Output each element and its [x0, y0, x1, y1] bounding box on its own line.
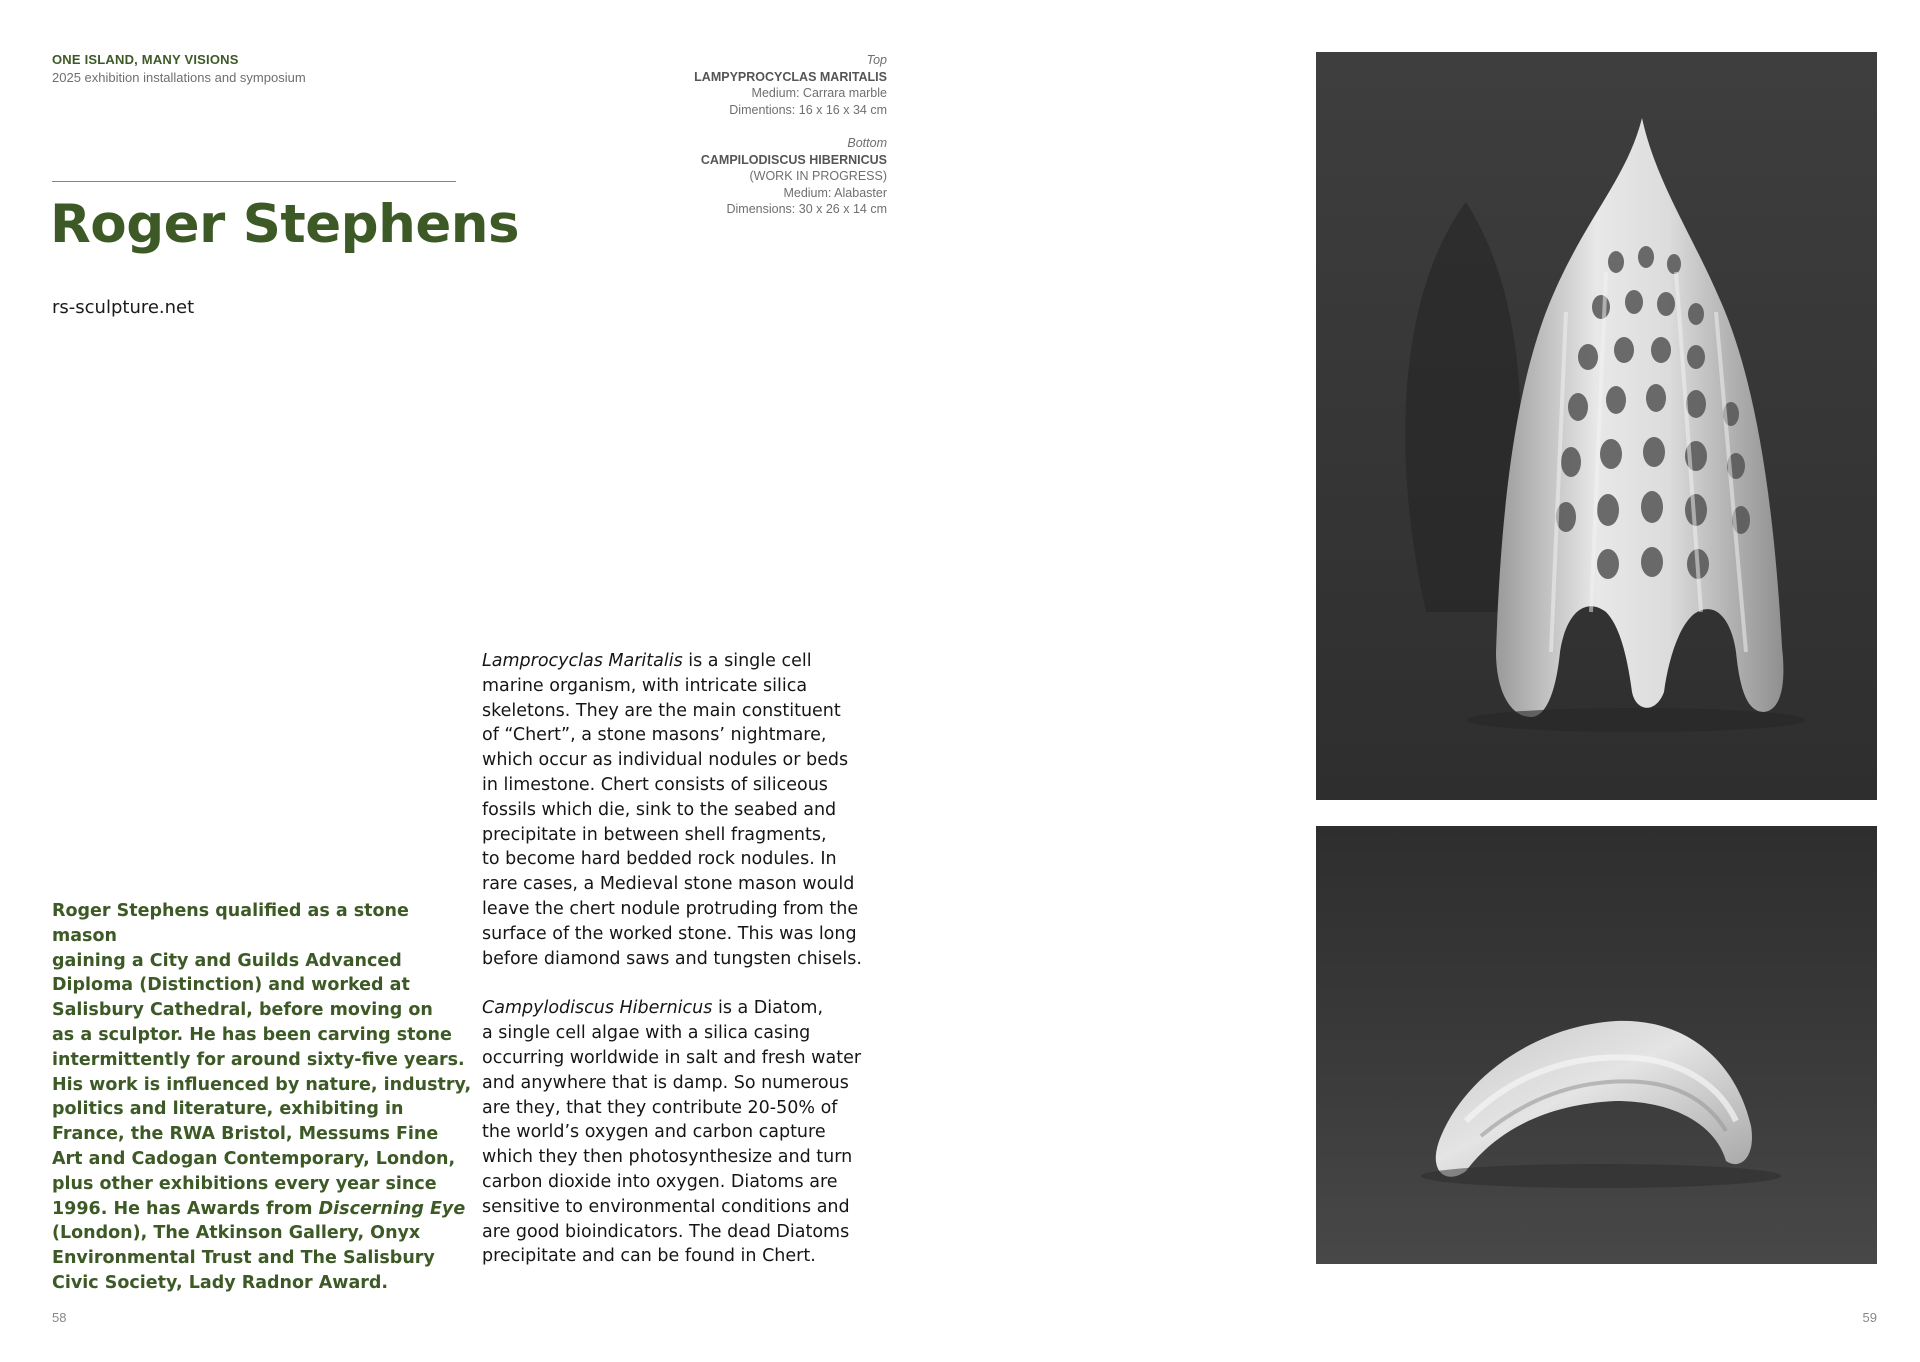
artist-biography: [52, 899, 472, 1296]
alabaster-sculpture-image: [1316, 826, 1877, 1264]
caption-bottom-title: CAMPILODISCUS HIBERNICUS: [700, 152, 887, 167]
series-title: ONE ISLAND, MANY VISIONS: [52, 52, 239, 67]
sculpture-photo-top: [1316, 52, 1877, 800]
divider-rule: [52, 181, 456, 182]
paragraph-2-text: is a Diatom, a single cell algae with a silica casing occurring worldwide in salt and fresh water and anywhere that is damp. So numerous are they, that they contribute 20-50% of the world’s oxygen and carbon capture which they then photosynthesize and turn carbon dioxide into oxygen. Diatoms are sensitive to environmental conditions and are good bioindicators. The dead Diatoms precipitate and can be found in Chert.: [482, 998, 862, 1267]
paragraph-1-text: is a single cell marine organism, with intricate silica skeletons. They are the main constituent of “Chert”, a stone masons’ nightmare, which occur as individual nodules or beds in limestone. Chert consists of siliceous fossils which die, sink to the seabed and precipitate in between shell fragments, to become hard bedded rock nodules. In rare cases, a Medieval stone mason would leave the chert nodule protruding from the surface of the worked stone. This was long before diamond saws and tungsten chisels.: [482, 651, 862, 969]
species-name-1: Lamprocyclas Maritalis: [482, 651, 683, 671]
marble-sculpture-image: [1316, 52, 1877, 800]
caption-top-title: LAMPYPROCYCLAS MARITALIS: [694, 69, 887, 84]
series-subtitle: 2025 exhibition installations and symposium: [52, 70, 306, 85]
caption-bottom-medium: Medium: Alabaster: [783, 185, 887, 200]
caption-top-position: Top: [866, 53, 887, 67]
artist-name: Roger Stephens: [50, 194, 520, 255]
sculpture-photo-bottom: [1316, 826, 1877, 1264]
bio-text-after: (London), The Atkinson Gallery, Onyx Environmental Trust and The Salisbury Civic Society, Lady Radnor Award.: [52, 1223, 435, 1293]
publication-header: [52, 52, 306, 85]
caption-bottom-note: (WORK IN PROGRESS): [749, 169, 887, 183]
artwork-description: [482, 649, 902, 1269]
bio-italic-award: Discerning Eye: [318, 1198, 466, 1219]
description-paragraph-2: [482, 996, 902, 1269]
species-name-2: Campylodiscus Hibernicus: [482, 998, 713, 1019]
bio-text-before: Roger Stephens qualified as a stone mason gaining a City and Guilds Advanced Diploma (Distinction) and worked at Salisbury Cathedral, before moving on as a sculptor. He has been carving stone intermittently for around sixty-five years. His work is influenced by nature, industry, politics and literature, exhibiting in France, the RWA Bristol, Messums Fine Art and Cadogan Contemporary, London, plus other exhibitions every year since 1996. He has Awards from: [52, 901, 472, 1219]
caption-top-medium: Medium: Carrara marble: [751, 86, 887, 100]
page-number-right: 59: [1862, 1310, 1877, 1325]
description-paragraph-1: [482, 649, 902, 971]
caption-bottom-dimensions: Dimensions: 30 x 26 x 14 cm: [726, 202, 887, 216]
artist-website: rs-sculpture.net: [52, 297, 195, 318]
page-number-left: 58: [52, 1310, 67, 1325]
caption-top-dimensions: Dimentions: 16 x 16 x 34 cm: [729, 102, 887, 117]
caption-bottom-position: Bottom: [847, 136, 887, 150]
image-captions: [587, 52, 887, 218]
